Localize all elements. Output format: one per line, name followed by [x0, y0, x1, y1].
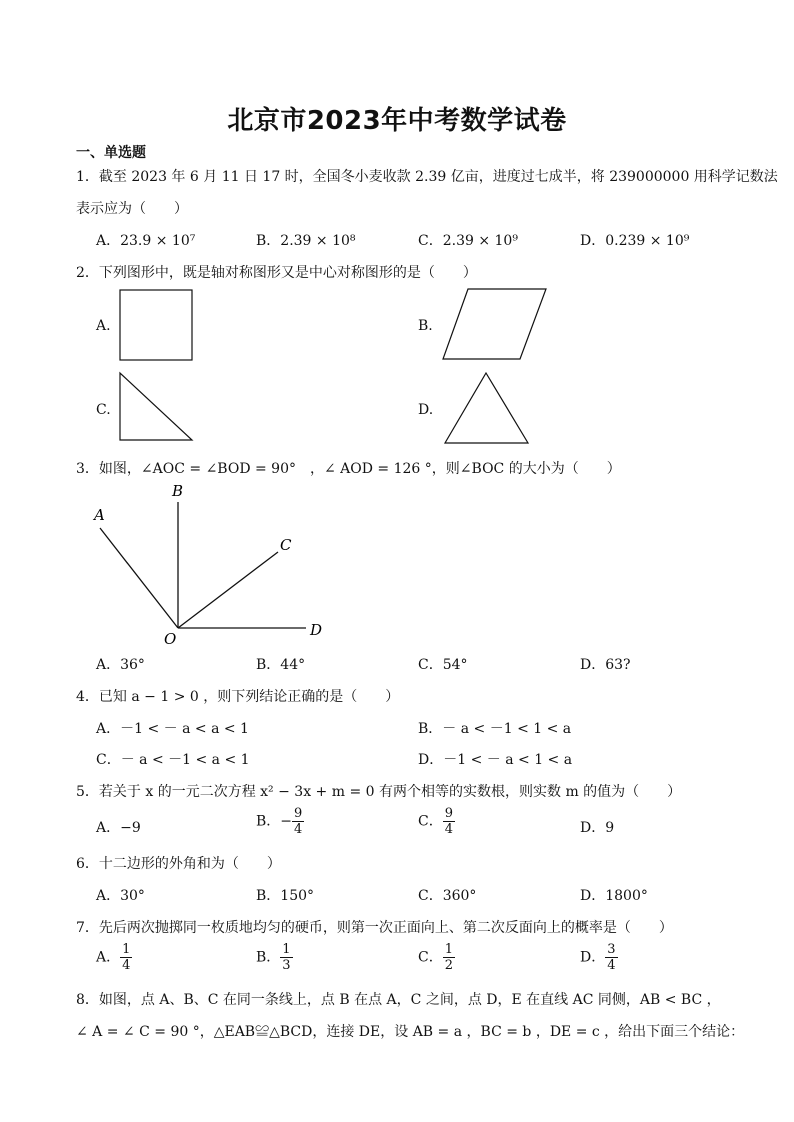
square-figure [118, 288, 196, 364]
angle-diagram [88, 478, 338, 650]
q6-option-c: C．360° [418, 888, 477, 904]
question-8-text-cont: ∠ A = ∠ C = 90 °，△EAB≌△BCD，连接 DE，设 AB = a ，BC = b ，DE = c ，给出下面三个结论： [76, 1024, 745, 1040]
q1-option-d: D．0.239 × 10⁹ [580, 233, 690, 249]
question-2-text: 2．下列图形中，既是轴对称图形又是中心对称图形的是（ ） [76, 265, 477, 281]
question-1-text-cont: 表示应为（ ） [76, 201, 188, 217]
equilateral-triangle-figure [442, 370, 532, 446]
question-6-text: 6．十二边形的外角和为（ ） [76, 856, 281, 872]
q1-option-c: C．2.39 × 10⁹ [418, 233, 518, 249]
point-a-label: A [94, 506, 105, 524]
q7-option-b: B． $\frac{1}{3}$ [256, 942, 291, 973]
q2-label-b: B. [418, 318, 433, 334]
question-1-text: 1．截至 2023 年 6 月 11 日 17 时，全国冬小麦收款 2.39 亿亩，进度过七成半，将 239000000 用科学记数法 [76, 169, 778, 185]
q5-option-b [256, 806, 304, 837]
q6-option-d: D．1800° [580, 888, 648, 904]
point-b-label: B [172, 482, 184, 500]
section-heading: 一、单选题 [76, 145, 146, 161]
question-5-text: 5．若关于 x 的一元二次方程 x² − 3x + m = 0 有两个相等的实数根，则实数 m 的值为（ ） [76, 784, 682, 800]
q1-option-b: B．2.39 × 10⁸ [256, 233, 356, 249]
page-title: 北京市2023年中考数学试卷 [227, 106, 567, 136]
q4-option-c: C．－ a < －1 < a < 1 [96, 752, 250, 768]
question-7-text: 7．先后两次抛掷同一枚质地均匀的硬币，则第一次正面向上、第二次反面向上的概率是（ ） [76, 920, 673, 936]
q7-option-d: D． $\frac{3}{4}$ [580, 942, 616, 973]
q6-option-b: B．150° [256, 888, 315, 904]
q3-option-b: B．44° [256, 657, 306, 673]
q5-option-d: D．9 [580, 820, 615, 836]
q4-option-a: A．－1 < － a < a < 1 [96, 721, 249, 737]
right-triangle-figure [116, 370, 196, 444]
point-o-label: O [164, 630, 177, 648]
q4-option-d: D．－1 < － a < 1 < a [418, 752, 573, 768]
fraction: $\frac{1}{2}$ [444, 942, 453, 973]
fraction: $\frac{3}{4}$ [607, 942, 616, 973]
fraction: $\frac{9}{4}$ [444, 806, 453, 837]
q5-option-c-prefix: C． [418, 813, 443, 830]
question-8-text: 8．如图，点 A、B、C 在同一条线上，点 B 在点 A，C 之间，点 D，E 在直线 AC 同侧，AB < BC ， [76, 992, 721, 1008]
q1-option-a: A．23.9 × 10⁷ [96, 233, 196, 249]
q6-option-a: A．30° [96, 888, 145, 904]
q5-option-a: A．−9 [96, 820, 141, 836]
q3-option-a: A．36° [96, 657, 145, 673]
question-4-text: 4．已知 a − 1 > 0 ，则下列结论正确的是（ ） [76, 689, 400, 705]
fraction: $\frac{1}{3}$ [282, 942, 291, 973]
q7-option-c: C． $\frac{1}{2}$ [418, 942, 453, 973]
fraction: $\frac{9}{4}$ [294, 806, 303, 837]
q5-option-b-prefix: B．− [256, 813, 293, 830]
q2-label-d: D. [418, 402, 434, 418]
q4-option-b: B．－ a < －1 < 1 < a [418, 721, 572, 737]
point-c-label: C [280, 536, 292, 554]
question-3-text: 3．如图，∠AOC = ∠BOD = 90° ，∠ AOD = 126 °，则∠BOC 的大小为（ ） [76, 461, 621, 477]
q3-option-d: D．63? [580, 657, 631, 673]
q5-option-c [418, 806, 455, 837]
point-d-label: D [310, 621, 323, 639]
q2-label-a: A. [96, 318, 111, 334]
q2-label-c: C. [96, 402, 111, 418]
q7-option-a: A． $\frac{1}{4}$ [96, 942, 131, 973]
parallelogram-figure [440, 286, 550, 362]
q3-option-c: C．54° [418, 657, 468, 673]
fraction: $\frac{1}{4}$ [122, 942, 131, 973]
